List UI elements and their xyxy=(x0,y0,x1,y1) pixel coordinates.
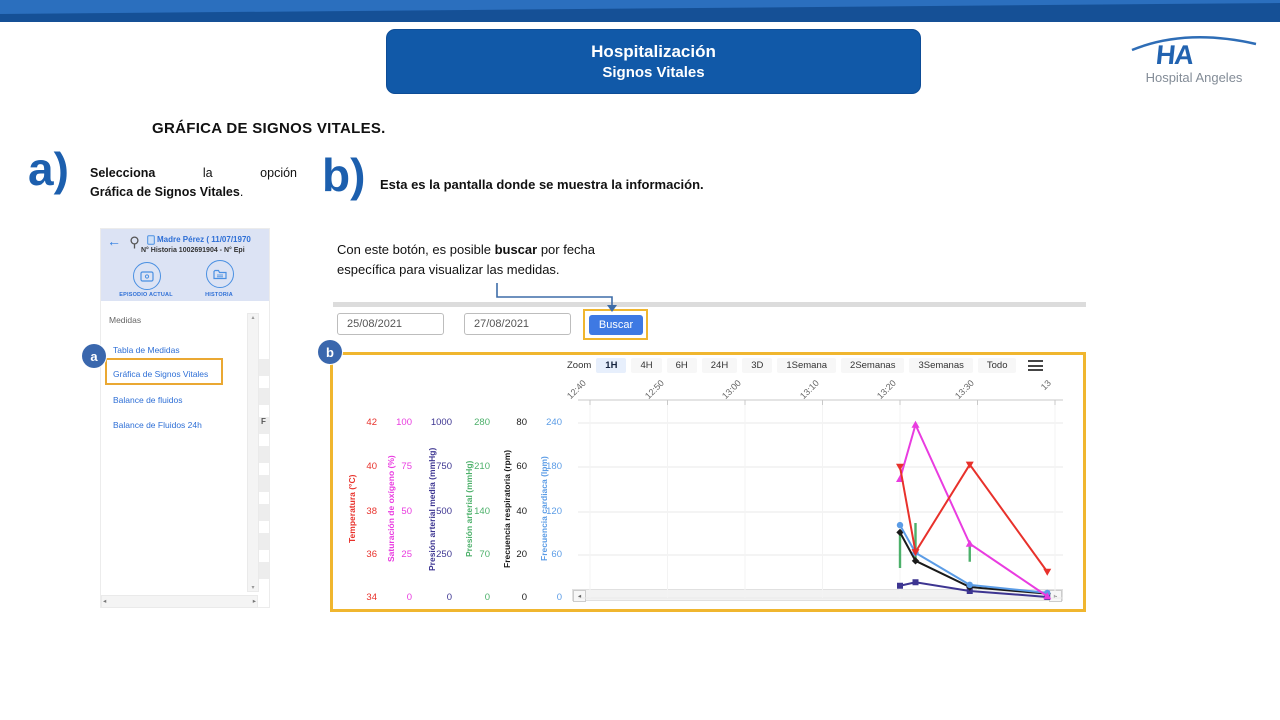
panel-top-scrollbar[interactable] xyxy=(333,302,1086,307)
x-tick: 12:40 xyxy=(564,377,588,401)
patient-name: Madre Pérez ( 11/07/1970 xyxy=(157,235,251,244)
chart-scroll-left-icon[interactable]: ◂ xyxy=(573,590,586,602)
y-tick: 240 xyxy=(546,417,562,428)
y-tick: 0 xyxy=(521,592,527,603)
y-axis-title: Frecuencia respiratoria (rpm) xyxy=(502,449,512,569)
y-tick: 34 xyxy=(366,592,377,603)
step-a-line1: Selecciona la opción xyxy=(90,166,297,180)
sidebar-item-gr-fica-de-signos-vitales[interactable]: Gráfica de Signos Vitales xyxy=(113,369,209,379)
document-icon xyxy=(147,235,155,245)
y-axis-title: Presión arterial (mmHg) xyxy=(464,460,474,558)
y-tick: 250 xyxy=(436,549,452,560)
top-brand-band xyxy=(0,0,1280,22)
y-tick: 75 xyxy=(401,461,412,472)
header-line2: Signos Vitales xyxy=(602,64,705,81)
annotation-line1: Con este botón, es posible buscar por fecha xyxy=(337,242,596,257)
y-tick: 42 xyxy=(366,417,377,428)
chart-menu-icon[interactable] xyxy=(1028,360,1043,371)
slide-header xyxy=(386,29,921,94)
y-tick: 40 xyxy=(516,506,527,517)
y-tick: 25 xyxy=(401,549,412,560)
sidebar-screenshot xyxy=(100,228,270,608)
sidebar-item-tabla-de-medidas[interactable]: Tabla de Medidas xyxy=(113,345,180,355)
badge-b: b xyxy=(318,340,342,364)
zoom-option-todo[interactable]: Todo xyxy=(978,358,1017,373)
cutoff-row xyxy=(259,359,269,376)
badge-a: a xyxy=(82,344,106,368)
step-a-line2: Gráfica de Signos Vitales. xyxy=(90,185,244,200)
y-tick: 36 xyxy=(366,549,377,560)
cutoff-row xyxy=(259,562,269,579)
y-axis-title: Temperatura (°C) xyxy=(347,474,357,544)
y-tick: 80 xyxy=(516,417,527,428)
zoom-option-1semana[interactable]: 1Semana xyxy=(777,358,836,373)
page-title: GRÁFICA DE SIGNOS VITALES. xyxy=(152,120,386,137)
patient-header xyxy=(101,229,269,301)
scroll-down-icon[interactable]: ▾ xyxy=(251,585,255,591)
y-axis-title: Presión arterial media (mmHg) xyxy=(427,447,437,571)
step-a-marker: a) xyxy=(28,143,69,195)
chart-plot xyxy=(333,355,1083,609)
y-tick: 100 xyxy=(396,417,412,428)
cutoff-row xyxy=(259,504,269,521)
menu-highlight-box xyxy=(105,358,223,385)
y-tick: 20 xyxy=(516,549,527,560)
x-tick: 13:00 xyxy=(719,377,743,401)
episodio-actual-button[interactable] xyxy=(133,262,161,290)
chart-horizontal-scrollbar[interactable] xyxy=(572,589,1063,601)
chart-scroll-right-icon[interactable]: ▸ xyxy=(1049,590,1062,602)
zoom-option-3semanas[interactable]: 3Semanas xyxy=(909,358,972,373)
y-tick: 38 xyxy=(366,506,377,517)
x-tick: 13 xyxy=(1038,377,1053,393)
y-tick: 210 xyxy=(474,461,490,472)
y-tick: 50 xyxy=(401,506,412,517)
y-tick: 0 xyxy=(556,592,562,603)
cutoff-row xyxy=(259,446,269,463)
scroll-right-icon[interactable]: ▸ xyxy=(252,598,256,605)
y-tick: 140 xyxy=(474,506,490,517)
buscar-button[interactable]: Buscar xyxy=(589,315,643,335)
zoom-option-24h[interactable]: 24H xyxy=(702,358,737,373)
step-b-text: Esta es la pantalla donde se muestra la información. xyxy=(380,177,704,192)
y-tick: 60 xyxy=(516,461,527,472)
folder-icon xyxy=(213,269,227,280)
annotation-line2: específica para visualizar las medidas. xyxy=(337,261,560,277)
y-tick: 0 xyxy=(484,592,490,603)
episodio-actual-label: EPISODIO ACTUAL xyxy=(119,292,173,298)
y-tick: 40 xyxy=(366,461,377,472)
cutoff-text: F xyxy=(261,417,266,426)
zoom-label: Zoom xyxy=(567,360,592,371)
x-tick: 13:20 xyxy=(874,377,898,401)
sidebar-item-balance-de-fluidos-24h[interactable]: Balance de Fluidos 24h xyxy=(113,420,202,430)
date-from-input[interactable]: 25/08/2021 xyxy=(337,313,444,335)
x-tick: 13:10 xyxy=(797,377,821,401)
y-tick: 750 xyxy=(436,461,452,472)
y-tick: 500 xyxy=(436,506,452,517)
scroll-up-icon[interactable]: ▴ xyxy=(251,315,255,321)
step-b-marker: b) xyxy=(322,149,366,201)
cutoff-row xyxy=(259,533,269,550)
y-tick: 1000 xyxy=(430,417,452,428)
date-to-input[interactable]: 27/08/2021 xyxy=(464,313,571,335)
vital-signs-chart-panel xyxy=(330,352,1086,612)
zoom-buttons xyxy=(596,358,1016,373)
zoom-option-3d[interactable]: 3D xyxy=(742,358,772,373)
x-tick: 13:30 xyxy=(952,377,976,401)
menu-header: Medidas xyxy=(109,315,142,325)
search-annotation xyxy=(337,240,595,279)
x-tick: 12:50 xyxy=(642,377,666,401)
scroll-left-icon[interactable]: ◂ xyxy=(103,598,107,605)
sidebar-horizontal-scrollbar[interactable] xyxy=(101,595,258,608)
cutoff-row xyxy=(259,388,269,405)
back-arrow-icon[interactable]: ← xyxy=(107,233,121,249)
y-axis-title: Saturación de oxígeno (%) xyxy=(386,455,396,563)
sidebar-vertical-scrollbar[interactable] xyxy=(247,313,259,592)
card-icon xyxy=(140,271,154,282)
y-tick: 60 xyxy=(551,549,562,560)
sidebar-item-balance-de-fluidos[interactable]: Balance de fluidos xyxy=(113,395,183,405)
logo-monogram: HA xyxy=(1154,40,1195,70)
logo-name: Hospital Angeles xyxy=(1145,70,1243,85)
cutoff-row xyxy=(259,475,269,492)
y-tick: 180 xyxy=(546,461,562,472)
chart-zoom-toolbar xyxy=(567,358,1043,373)
zoom-option-6h[interactable]: 6H xyxy=(667,358,697,373)
historia-label: HISTORIA xyxy=(205,292,233,298)
step-a-text xyxy=(90,164,297,203)
y-tick: 120 xyxy=(546,506,562,517)
patient-record-number: N° Historia 1002691904 - N° Epi xyxy=(141,247,245,254)
logo-arc-icon xyxy=(1128,26,1260,52)
y-tick: 280 xyxy=(474,417,490,428)
y-tick: 0 xyxy=(406,592,412,603)
historia-button[interactable] xyxy=(206,260,234,288)
zoom-option-4h[interactable]: 4H xyxy=(631,358,661,373)
hospital-angeles-logo xyxy=(1128,26,1260,88)
y-axis-title: Frecuencia cardiaca (lpm) xyxy=(539,456,549,562)
search-person-icon[interactable] xyxy=(129,236,141,250)
y-tick: 0 xyxy=(446,592,452,603)
y-tick: 70 xyxy=(479,549,490,560)
zoom-option-2semanas[interactable]: 2Semanas xyxy=(841,358,904,373)
header-line1: Hospitalización xyxy=(591,42,716,61)
zoom-option-1h[interactable]: 1H xyxy=(596,358,626,373)
